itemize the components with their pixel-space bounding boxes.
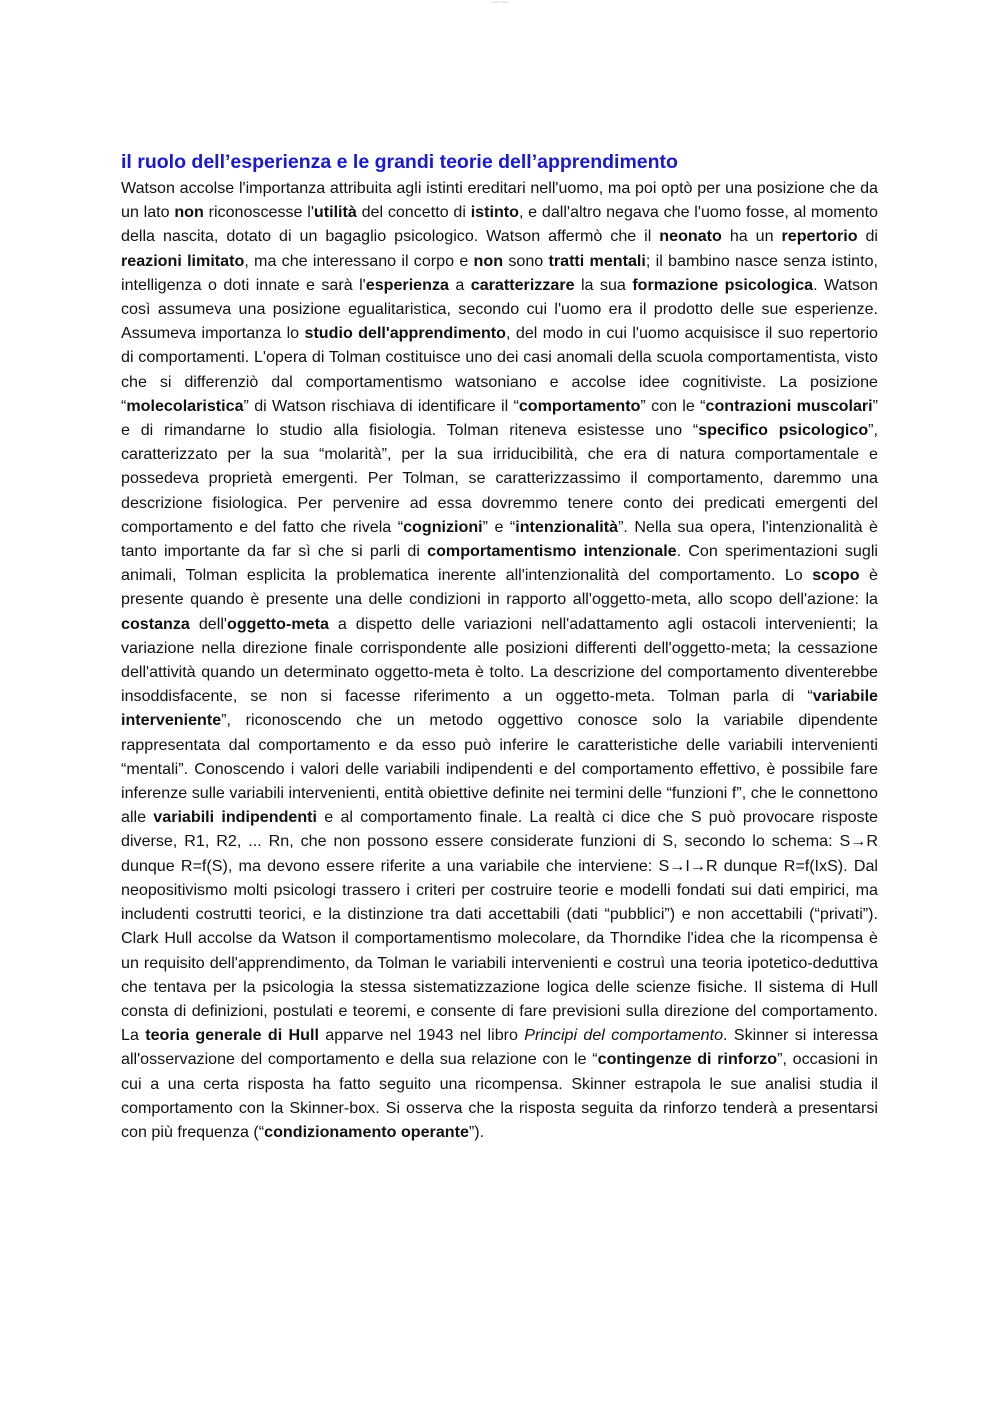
bold-term: non [174,203,204,222]
text-run: riconoscesse l' [203,203,314,222]
bold-term: variabile interveniente [121,687,878,730]
text-run: ” con le “ [640,396,706,415]
text-run: apparve nel 1943 nel libro [318,1026,525,1045]
bold-term: comportamento [518,396,641,415]
text-run: del concetto di [356,203,471,222]
text-run: e al comportamento finale. La realtà ci dice che S può provocare risposte diverse, R1, R2, ... Rn, che non possono essere considerate funzioni di S, secondo lo schema: S→R dunque R=f(S), ma devono essere riferite a una variabile che interviene: S→I→R dunque R=f(IxS). Dal neopositivismo molti psicologi trassero i criteri per costruire teorie e modelli fondati sui dati empirici, ma includenti costrutti teorici, e la distinzione tra dati accettabili (dati “pubblici”) e non accettabili (“privati”). Clark Hull accolse da Watson il comportamentismo molecolare, da Thorndike l'idea che la ricompensa è un requisito dell'apprendimento, da Tolman le variabili intervenienti e costruì una teoria ipotetico-deduttiva che tentava per la psicologia la stessa sistematizzazione logica delle scienze fisiche. Il sistema di Hull consta di definizioni, postulati e teoremi, e consente di fare previsioni sulla direzione del comportamento. La [121,808,879,1045]
text-run: ”, riconoscendo che un metodo oggettivo conosce solo la variabile dipendente rappresentata dal comportamento e da esso può inferire le caratteristiche delle variabili intervenienti “mentali”. Conoscendo i valori delle variabili indipendenti e del comportamento effettivo, è possibile fare inferenze sulle variabili intervenienti, entità obiettive definite nei termini delle “funzioni f”, che le connettono alle [121,711,878,827]
italic-term: Principi del comportamento [524,1026,724,1045]
bold-term: formazione psicologica [632,275,814,294]
text-run: di [857,227,878,246]
text-run: ” di Watson rischiava di identificare il “ [243,396,519,415]
document-title: il ruolo dell’esperienza e le grandi teorie dell’apprendimento [121,151,678,173]
text-run: ”, occasioni in cui a una certa risposta ha fatto seguito una ricompensa. Skinner estrapola le sue analisi studia il comportamento con la Skinner-box. Si osserva che la risposta seguita da rinforzo tenderà a presentarsi con più frequenza (“ [121,1050,878,1141]
bold-term: esperienza [365,275,449,294]
text-run: Watson accolse l'importanza attribuita agli istinti ereditari nell'uomo, ma poi optò per una posizione che da un lato [121,179,878,222]
text-run: ”. Nella sua opera, l'intenzionalità è tanto importante da far sì che si parli di [121,517,878,561]
text-run: la sua [574,275,633,294]
text-run: ha un [721,227,782,246]
bold-term: oggetto-meta [226,614,329,633]
text-run: ” e di rimandarne lo studio alla fisiologia. Tolman riteneva esistesse uno “ [121,396,879,440]
text-run: . Watson così assumeva una posizione egualitaristica, secondo cui l'uomo era il prodotto delle sue esperienze. Assumeva importanza lo [121,275,878,343]
text-run: . Con sperimentazioni sugli animali, Tolman esplicita la problematica inerente all'intenzionalità del comportamento. Lo [121,542,878,585]
bold-term: neonato [659,227,722,246]
text-run: sono [503,251,549,270]
bold-term: teoria generale di Hull [145,1026,319,1045]
bold-term: comportamentismo intenzionale [427,542,677,561]
bold-term: scopo [812,566,860,585]
bold-term: cognizioni [403,517,483,536]
bold-term: non [473,251,504,270]
bold-term: caratterizzare [470,275,575,294]
text-run: a dispetto delle variazioni nell'adattamento agli ostacoli intervenienti; la variazione nella direzione finale corrispondente alle posizioni differenti dell'oggetto-meta; la cessazione dell'attività quando un determinato oggetto-meta è tolto. La descrizione del comportamento diventerebbe insoddisfacente, se non si facesse riferimento a un oggetto-meta. Tolman parla di “ [121,614,878,706]
bold-term: specifico psicologico [698,421,869,440]
bold-term: condizionamento operante [264,1122,469,1141]
header-mark: Lorem Ipsum [491,0,509,4]
bold-term: costanza [121,614,190,633]
text-run: è presente quando è presente una delle condizioni in rapporto all'oggetto-meta, allo scopo dell'azione: la [121,566,878,609]
bold-term: molecolaristica [126,396,244,415]
body-paragraph [121,176,878,1144]
text-run: . Skinner si interessa all'osservazione del comportamento e della sua relazione con le “ [121,1026,878,1069]
text-run: ; il bambino nasce senza istinto, intelligenza o doti innate e sarà l' [121,251,879,294]
text-run: , del modo in cui l'uomo acquisisce il suo repertorio di comportamenti. L'opera di Tolman costituisce uno dei casi anomali della scuola comportamentista, visto che si differenziò dal comportamentismo watsoniano e accolse idee cognitiviste. La posizione “ [121,324,878,415]
bold-term: repertorio [781,227,858,246]
text-run: a [448,275,471,294]
bold-term: contrazioni muscolari [705,396,873,415]
bold-term: utilità [313,203,357,222]
text-run: ”). [468,1122,485,1141]
text-run: , ma che interessano il corpo e [244,251,474,270]
bold-term: intenzionalità [515,517,619,536]
text-run: dell' [189,614,227,633]
bold-term: istinto [470,203,519,222]
bold-term: variabili indipendenti [153,808,318,827]
bold-term: studio dell'apprendimento [304,324,506,343]
text-run: , e dall'altro negava che l'uomo fosse, al momento della nascita, dotato di un bagaglio psicologico. Watson affermò che il [121,203,879,246]
text-run: ” e “ [482,517,516,536]
bold-term: contingenze di rinforzo [597,1050,778,1069]
bold-term: tratti mentali [548,251,646,270]
bold-term: reazioni limitato [121,251,245,270]
text-run: ”, caratterizzato per la sua “molarità”, per la sua irriducibilità, che era di natura comportamentale e possedeva proprietà emergenti. Per Tolman, se caratterizzassimo il comportamento, daremmo una descrizione fisiologica. Per pervenire ad essa dovremmo tenere conto dei predicati emergenti del comportamento e del fatto che rivela “ [121,421,878,536]
